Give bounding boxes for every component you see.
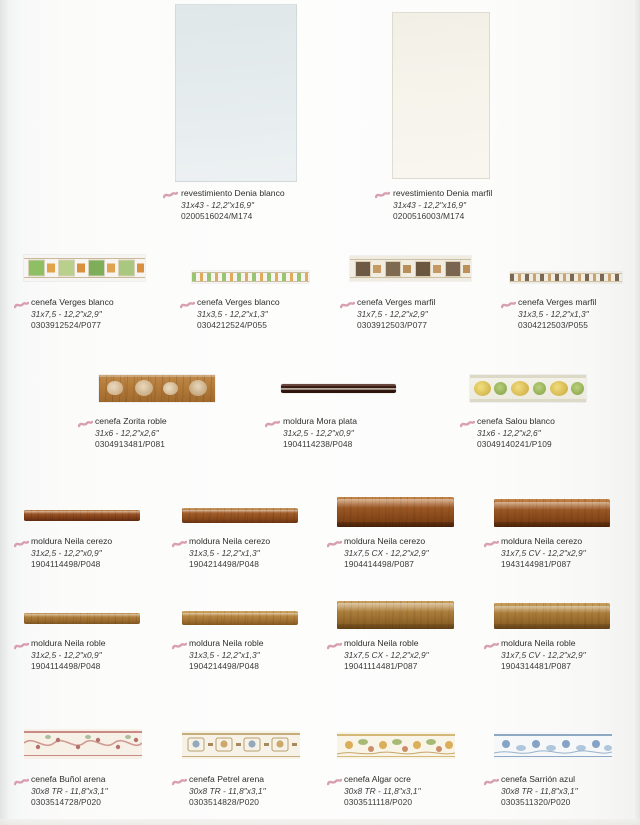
product-name: cenefa Buñol arena — [31, 774, 106, 784]
product-code: 0304913481/P081 — [95, 439, 165, 450]
product-dimensions: 30x8 TR - 11,8"x3,1" — [31, 785, 108, 796]
product-name: moldura Neila cerezo — [189, 536, 271, 546]
product-image-salou-blanco — [470, 375, 586, 402]
product-image-algar-ocre — [337, 732, 455, 759]
product-dimensions: 31x3,5 - 12,2"x1,3" — [189, 547, 260, 558]
bullet-icon — [78, 420, 92, 427]
product-code: 0304212503/P055 — [518, 320, 588, 331]
product-caption-neila-cerezo-75-cv — [501, 536, 586, 571]
product-image-neila-roble-75-cx — [337, 601, 454, 629]
bullet-icon — [484, 778, 498, 785]
product-image-sarrion-azul — [494, 732, 612, 759]
bullet-icon — [460, 420, 474, 427]
product-caption-denia-blanco — [181, 188, 285, 223]
bullet-icon — [327, 540, 341, 547]
product-image-neila-cerezo-25 — [24, 510, 140, 521]
bullet-icon — [265, 420, 279, 427]
product-name: moldura Neila cerezo — [344, 536, 426, 546]
product-code: 0304212524/P055 — [197, 320, 267, 331]
product-name: moldura Neila roble — [189, 638, 264, 648]
product-dimensions: 31x43 - 12,2"x16,9" — [393, 199, 466, 210]
bullet-icon — [484, 642, 498, 649]
product-name: moldura Neila roble — [31, 638, 106, 648]
product-code: 0303511118/P020 — [344, 797, 413, 808]
bullet-icon — [180, 301, 194, 308]
product-dimensions: 31x3,5 - 12,2"x1,3" — [189, 649, 260, 660]
page-left-edge-shadow — [0, 0, 9, 825]
product-caption-algar-ocre — [344, 774, 421, 809]
product-caption-zorita-roble — [95, 416, 167, 451]
bullet-icon — [172, 642, 186, 649]
product-caption-verges-blanco-35 — [197, 297, 280, 332]
bullet-icon — [340, 301, 354, 308]
bullet-icon — [375, 191, 389, 198]
product-dimensions: 31x7,5 - 12,2"x2,9" — [31, 308, 102, 319]
product-dimensions: 31x43 - 12,2"x16,9" — [181, 199, 254, 210]
product-image-neila-roble-75-cv — [494, 603, 610, 629]
bullet-icon — [163, 191, 177, 198]
product-caption-neila-roble-25 — [31, 638, 106, 673]
product-caption-neila-cerezo-75-cx — [344, 536, 429, 571]
product-image-bunol-arena — [24, 729, 142, 759]
bullet-icon — [484, 540, 498, 547]
product-caption-salou-blanco — [477, 416, 555, 451]
product-code: 1904314481/P087 — [501, 661, 571, 672]
product-caption-verges-marfil-75 — [357, 297, 435, 332]
product-code: 1904114498/P048 — [31, 661, 101, 672]
product-name: cenefa Zorita roble — [95, 416, 167, 426]
bullet-icon — [14, 642, 28, 649]
product-name: moldura Neila roble — [344, 638, 419, 648]
product-image-neila-roble-25 — [24, 613, 140, 624]
product-name: cenefa Algar ocre — [344, 774, 411, 784]
product-code: 0303912503/P077 — [357, 320, 427, 331]
product-dimensions: 31x7,5 CV - 12,2"x2,9" — [501, 547, 586, 558]
product-dimensions: 31x7,5 CX - 12,2"x2,9" — [344, 547, 429, 558]
product-caption-neila-roble-75-cv — [501, 638, 586, 673]
product-code: 1943144981/P087 — [501, 559, 571, 570]
product-image-verges-marfil-75 — [350, 256, 471, 281]
product-caption-neila-roble-75-cx — [344, 638, 429, 673]
product-image-mora-plata — [281, 384, 396, 393]
product-dimensions: 31x2,5 - 12,2"x0,9" — [283, 427, 354, 438]
bullet-icon — [172, 778, 186, 785]
product-name: moldura Mora plata — [283, 416, 358, 426]
product-dimensions: 31x3,5 - 12,2"x1,3" — [518, 308, 589, 319]
product-image-neila-roble-35 — [182, 611, 298, 625]
bullet-icon — [327, 642, 341, 649]
product-name: cenefa Verges blanco — [31, 297, 114, 307]
product-code: 19041114481/P087 — [344, 661, 418, 672]
product-dimensions: 31x7,5 CX - 12,2"x2,9" — [344, 649, 429, 660]
product-image-verges-blanco-35 — [192, 271, 309, 283]
product-code: 0303514828/P020 — [189, 797, 259, 808]
bullet-icon — [14, 540, 28, 547]
page-bottom-edge — [0, 819, 640, 825]
product-image-verges-marfil-35 — [510, 272, 622, 283]
product-dimensions: 31x6 - 12,2"x2,6" — [477, 427, 541, 438]
product-caption-sarrion-azul — [501, 774, 578, 809]
product-code: 0303514728/P020 — [31, 797, 101, 808]
product-name: revestimiento Denia blanco — [181, 188, 285, 198]
product-caption-neila-roble-35 — [189, 638, 264, 673]
product-code: 0200516024/M174 — [181, 211, 253, 222]
product-caption-mora-plata — [283, 416, 357, 451]
product-dimensions: 30x8 TR - 11,8"x3,1" — [501, 785, 578, 796]
bullet-icon — [14, 778, 28, 785]
product-image-zorita-roble — [99, 375, 215, 402]
product-dimensions: 31x3,5 - 12,2"x1,3" — [197, 308, 268, 319]
product-image-neila-cerezo-75-cv — [494, 499, 610, 527]
product-name: cenefa Salou blanco — [477, 416, 555, 426]
product-name: cenefa Petrel arena — [189, 774, 265, 784]
product-code: 03049140241/P109 — [477, 439, 552, 450]
bullet-icon — [172, 540, 186, 547]
product-dimensions: 31x6 - 12,2"x2,6" — [95, 427, 159, 438]
product-name: moldura Neila roble — [501, 638, 576, 648]
product-dimensions: 30x8 TR - 11,8"x3,1" — [344, 785, 421, 796]
product-dimensions: 31x7,5 - 12,2"x2,9" — [357, 308, 428, 319]
product-caption-bunol-arena — [31, 774, 108, 809]
product-name: cenefa Verges marfil — [357, 297, 436, 307]
product-name: revestimiento Denia marfil — [393, 188, 493, 198]
product-image-verges-blanco-75 — [24, 255, 145, 281]
product-name: cenefa Verges marfil — [518, 297, 597, 307]
product-dimensions: 30x8 TR - 11,8"x3,1" — [189, 785, 266, 796]
product-image-petrel-arena — [182, 731, 300, 759]
product-caption-neila-cerezo-25 — [31, 536, 112, 571]
product-image-neila-cerezo-75-cx — [337, 497, 454, 527]
product-code: 1904214498/P048 — [189, 661, 259, 672]
product-code: 0303912524/P077 — [31, 320, 101, 331]
product-code: 0200516003/M174 — [393, 211, 465, 222]
product-image-neila-cerezo-35 — [182, 508, 298, 523]
product-name: cenefa Verges blanco — [197, 297, 280, 307]
product-caption-neila-cerezo-35 — [189, 536, 270, 571]
product-caption-denia-marfil — [393, 188, 492, 223]
product-code: 1904414498/P087 — [344, 559, 414, 570]
bullet-icon — [14, 301, 28, 308]
product-code: 1904114498/P048 — [31, 559, 101, 570]
bullet-icon — [327, 778, 341, 785]
product-code: 0303511320/P020 — [501, 797, 571, 808]
product-name: cenefa Sarrión azul — [501, 774, 576, 784]
product-code: 1904114238/P048 — [283, 439, 353, 450]
product-dimensions: 31x7,5 CV - 12,2"x2,9" — [501, 649, 586, 660]
product-caption-verges-blanco-75 — [31, 297, 114, 332]
product-name: moldura Neila cerezo — [31, 536, 113, 546]
product-image-denia-blanco — [175, 4, 297, 182]
product-code: 1904214498/P048 — [189, 559, 259, 570]
product-name: moldura Neila cerezo — [501, 536, 583, 546]
bullet-icon — [501, 301, 515, 308]
product-caption-petrel-arena — [189, 774, 266, 809]
product-image-denia-marfil — [392, 12, 490, 179]
product-caption-verges-marfil-35 — [518, 297, 596, 332]
product-dimensions: 31x2,5 - 12,2"x0,9" — [31, 649, 102, 660]
product-dimensions: 31x2,5 - 12,2"x0,9" — [31, 547, 102, 558]
page-right-edge-shadow — [633, 0, 640, 825]
